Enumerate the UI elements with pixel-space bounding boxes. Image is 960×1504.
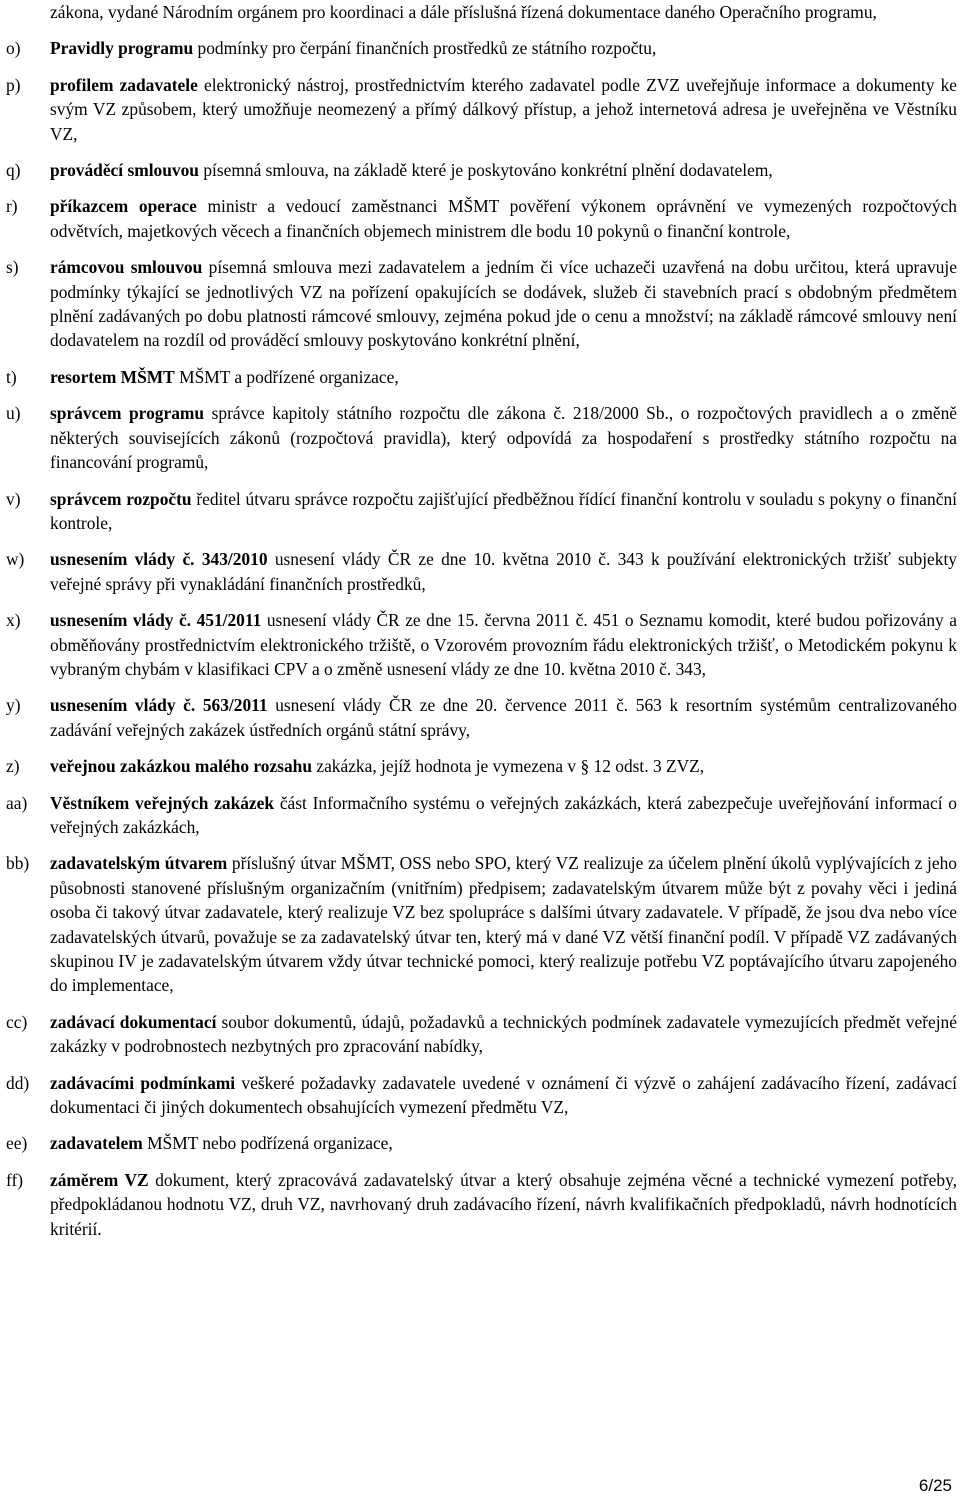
item-definition: veškeré požadavky zadavatele uvedené v oznámení či výzvě o zahájení zadávacího řízení, zadávací dokumentaci či jiných dokumentech obsahujících vymezení předmětu VZ, bbox=[50, 1072, 957, 1118]
item-term: usnesením vlády č. 343/2010 bbox=[50, 549, 268, 570]
definition-item bbox=[6, 851, 957, 997]
definition-item bbox=[6, 1131, 957, 1155]
item-label: u) bbox=[6, 403, 21, 424]
definition-item bbox=[6, 36, 957, 60]
item-text bbox=[50, 851, 957, 997]
definition-item bbox=[6, 608, 957, 681]
item-text bbox=[50, 791, 957, 840]
item-definition: ministr a vedoucí zaměstnanci MŠMT pověření výkonem oprávnění ve vymezených rozpočtových odvětvích, majetkových věcech a finančních objemech ministrem dle bodu 10 pokynů o finanční kontrole, bbox=[50, 196, 957, 241]
item-term: zadávacími podmínkami bbox=[50, 1072, 236, 1093]
definition-item bbox=[6, 158, 957, 182]
item-term: rámcovou smlouvou bbox=[50, 257, 203, 278]
item-definition: písemná smlouva, na základě které je poskytováno konkrétní plnění dodavatelem, bbox=[203, 160, 773, 181]
definition-item bbox=[6, 1168, 957, 1241]
definition-item bbox=[6, 73, 957, 146]
definition-item bbox=[6, 547, 957, 596]
item-label: x) bbox=[6, 610, 21, 631]
item-label: bb) bbox=[6, 853, 30, 874]
item-text bbox=[50, 73, 957, 146]
item-term: Věstníkem veřejných zakázek bbox=[50, 792, 275, 813]
item-definition: ředitel útvaru správce rozpočtu zajišťující předběžnou řídící finanční kontrolu v souladu s pokyny o finanční kontrole, bbox=[50, 488, 957, 533]
item-term: usnesením vlády č. 451/2011 bbox=[50, 610, 262, 631]
item-definition: MŠMT a podřízené organizace, bbox=[179, 366, 399, 387]
definition-item bbox=[6, 487, 957, 536]
item-term: profilem zadavatele bbox=[50, 74, 198, 95]
item-text bbox=[50, 547, 957, 596]
item-text bbox=[50, 1168, 957, 1241]
item-label: v) bbox=[6, 488, 21, 509]
item-label: cc) bbox=[6, 1011, 28, 1032]
item-definition: usnesení vlády ČR ze dne 10. května 2010 č. 343 k používání elektronických tržišť subjekty veřejné správy při vynakládání finančních prostředků, bbox=[50, 549, 957, 594]
item-label: dd) bbox=[6, 1072, 30, 1093]
definition-item bbox=[6, 693, 957, 742]
item-definition: elektronický nástroj, prostřednictvím kterého zadavatel podle ZVZ uveřejňuje informace a dokumenty ke svým VZ způsobem, který umožňuje neomezený a přímý dálkový přístup, a jehož internetová adresa je uveřejněna ve Věstníku VZ, bbox=[50, 74, 957, 144]
item-label: o) bbox=[6, 38, 21, 59]
item-definition: zakázka, jejíž hodnota je vymezena v § 12 odst. 3 ZVZ, bbox=[316, 756, 705, 777]
item-text bbox=[50, 1131, 957, 1155]
page-number: 6/25 bbox=[918, 1475, 952, 1495]
item-text bbox=[50, 754, 957, 778]
item-term: správcem programu bbox=[50, 403, 205, 424]
item-label: p) bbox=[6, 74, 21, 95]
continuation-text: zákona, vydané Národním orgánem pro koordinaci a dále příslušná řízená dokumentace daného Operačního programu, bbox=[50, 2, 877, 22]
item-term: usnesením vlády č. 563/2011 bbox=[50, 695, 268, 716]
item-term: správcem rozpočtu bbox=[50, 488, 192, 509]
item-text bbox=[50, 693, 957, 742]
item-text bbox=[50, 401, 957, 474]
item-definition: správce kapitoly státního rozpočtu dle zákona č. 218/2000 Sb., o rozpočtových pravidlech a o změně některých souvisejících zákonů (rozpočtová pravidla), který odpovídá za hospodaření s prostředky státního rozpočtu na financování programů, bbox=[50, 403, 957, 473]
item-definition: usnesení vlády ČR ze dne 20. července 2011 č. 563 k resortním systémům centralizovaného zadávání veřejných zakázek ústředních orgánů státní správy, bbox=[50, 695, 957, 740]
item-term: prováděcí smlouvou bbox=[50, 160, 199, 181]
item-text bbox=[50, 1010, 957, 1059]
definition-item bbox=[6, 255, 957, 353]
item-definition: příslušný útvar MŠMT, OSS nebo SPO, který VZ realizuje za účelem plnění úkolů vyplývajících z jeho působnosti stanovené příslušným organizačním (vnitřním) předpisem; zadavatelským útvarem může být z povahy věci i jediná osoba či takový útvar zadavatele, který realizuje VZ bez spolupráce s dalšími útvary zadavatele. V případě, že jsou dva nebo více zadavatelských útvarů, považuje se za zadavatelský útvar ten, který má v dané VZ větší finanční podíl. V případě VZ zadávaných skupinou IV je zadavatelským útvarem vždy útvar technické pomoci, který realizuje potřebu VZ poptávajícího útvaru zapojeného do implementace, bbox=[50, 853, 957, 996]
item-text bbox=[50, 365, 957, 389]
item-label: y) bbox=[6, 695, 21, 716]
definition-item bbox=[6, 1071, 957, 1120]
definition-item bbox=[6, 365, 957, 389]
item-label: ee) bbox=[6, 1133, 28, 1154]
item-label: z) bbox=[6, 756, 20, 777]
item-label: ff) bbox=[6, 1169, 24, 1190]
definition-item bbox=[6, 791, 957, 840]
item-text bbox=[50, 255, 957, 353]
item-text bbox=[50, 158, 957, 182]
item-definition: dokument, který zpracovává zadavatelský útvar a který obsahuje zejména věcné a technické vymezení potřeby, předpokládanou hodnotu VZ, druh VZ, navrhovaný druh zadávacího řízení, návrh kvalifikačních předpokladů, návrh hodnotících kritérií. bbox=[50, 1169, 958, 1239]
item-label: s) bbox=[6, 257, 19, 278]
definition-item bbox=[6, 1010, 957, 1059]
item-term: resortem MŠMT bbox=[50, 366, 175, 387]
item-label: aa) bbox=[6, 792, 28, 813]
definition-item bbox=[6, 754, 957, 778]
item-definition: soubor dokumentů, údajů, požadavků a technických podmínek zadavatele vymezujících předmět veřejné zakázky v podrobnostech nezbytných pro zpracování nabídky, bbox=[50, 1011, 957, 1057]
item-term: veřejnou zakázkou malého rozsahu bbox=[50, 756, 312, 777]
item-term: záměrem VZ bbox=[50, 1169, 149, 1190]
item-text bbox=[50, 608, 957, 681]
item-term: Pravidly programu bbox=[50, 38, 194, 59]
definition-list bbox=[6, 36, 957, 1241]
item-label: w) bbox=[6, 549, 25, 570]
item-definition: část Informačního systému o veřejných zakázkách, která zabezpečuje uveřejňování informací o veřejných zakázkách, bbox=[50, 792, 957, 837]
item-text bbox=[50, 487, 957, 536]
item-text bbox=[50, 194, 957, 243]
item-definition: MŠMT nebo podřízená organizace, bbox=[147, 1133, 393, 1154]
item-definition: usnesení vlády ČR ze dne 15. června 2011 č. 451 o Seznamu komodit, které budou pořizovány a obměňovány prostřednictvím elektronického tržiště, o Vzorovém provozním řádu elektronických tržišť, o Metodickém pokynu k vybraným chybám v klasifikaci CPV a o změně usnesení vlády ze dne 10. května 2010 č. 343, bbox=[50, 610, 957, 679]
item-term: zadavatelem bbox=[50, 1133, 143, 1154]
item-term: příkazcem operace bbox=[50, 196, 197, 217]
item-label: r) bbox=[6, 196, 18, 217]
item-term: zadávací dokumentací bbox=[50, 1011, 217, 1032]
item-term: zadavatelským útvarem bbox=[50, 853, 228, 874]
definition-item bbox=[6, 194, 957, 243]
item-definition: písemná smlouva mezi zadavatelem a jedním či více uchazeči uzavřená na dobu určitou, která upravuje podmínky týkající se jednotlivých VZ na pořízení opakujících se dodávek, služeb či stavebních prací s obdobným předmětem plnění zadávaných po dobu platnosti rámcové smlouvy, zejména pokud jde o cenu a množství; na základě rámcové smlouvy není dodavatelem na rozdíl od prováděcí smlouvy poskytováno konkrétní plnění, bbox=[50, 257, 957, 351]
definition-item bbox=[6, 401, 957, 474]
item-definition: podmínky pro čerpání finančních prostředků ze státního rozpočtu, bbox=[197, 38, 657, 59]
item-label: q) bbox=[6, 160, 21, 181]
item-text bbox=[50, 1071, 957, 1120]
item-text bbox=[50, 36, 957, 60]
item-label: t) bbox=[6, 366, 17, 387]
